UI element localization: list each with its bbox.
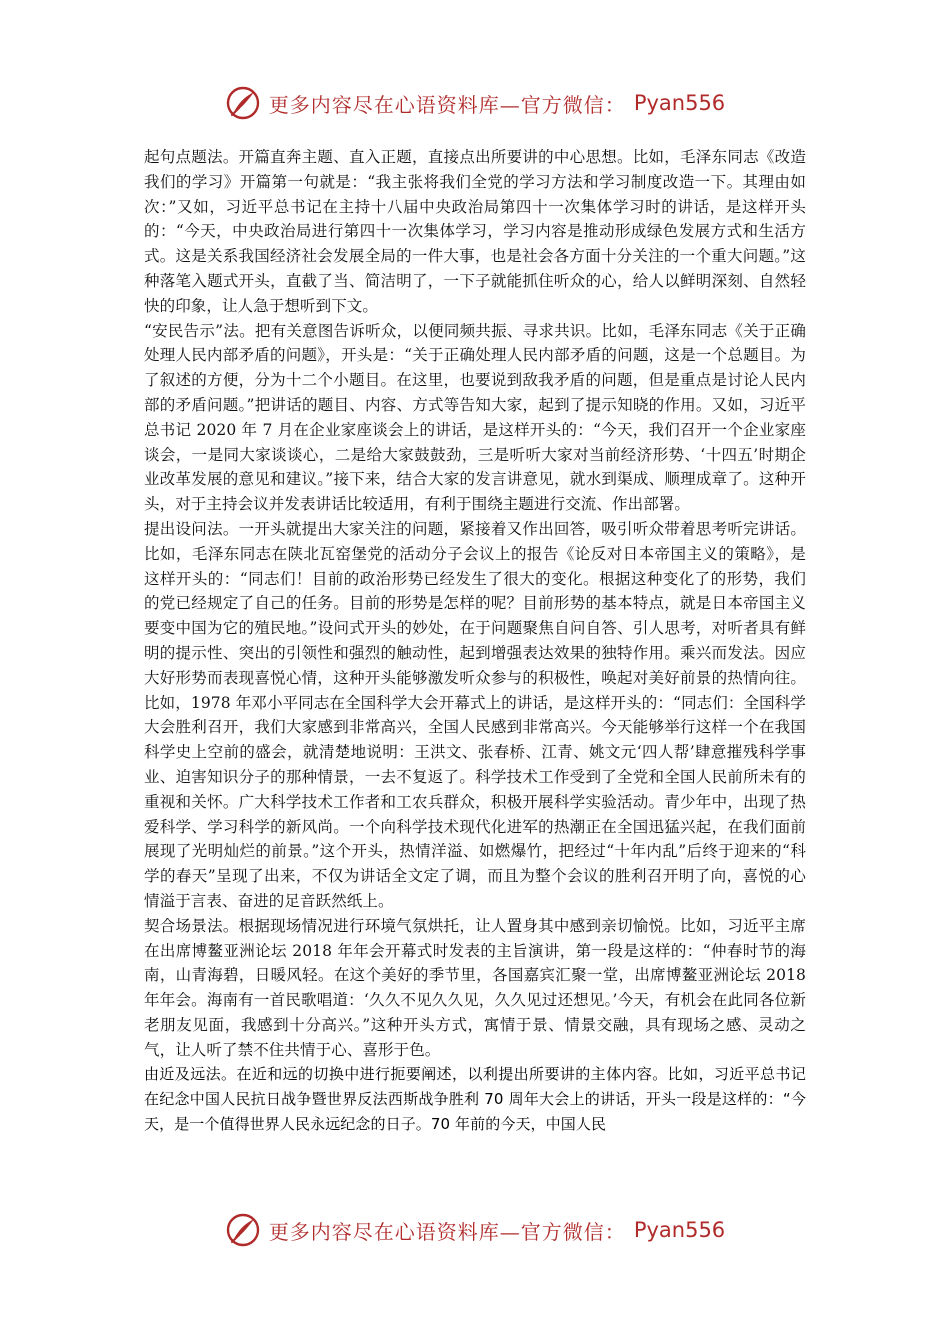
paragraph-scene: 契合场景法。根据现场情况进行环境气氛烘托，让人置身其中感到亲切愉悦。比如，习近平主席在出席博鳌亚洲论坛 2018 年年会开幕式时发表的主旨演讲，第一段是这样的：“仲春时节的海南，山青海碧，日暖风轻。在这个美好的季节里，各国嘉宾汇聚一堂，出席博鳌亚洲论坛 2018 年年会。海南有一首民歌唱道：‘久久不见久久见，久久见过还想见。’今天，有机会在此同各位新老朋友见面，我感到十分高兴。”这种开头方式，寓情于景、情景交融，具有现场之感、灵动之气，让人听了禁不住共情于心、喜形于色。 xyxy=(144,916,806,1059)
paragraph-rhetorical-question: 提出设问法。一开头就提出大家关注的问题，紧接着又作出回答，吸引听众带着思考听完讲话。比如，毛泽东同志在陕北瓦窑堡党的活动分子会议上的报告《论反对日本帝国主义的策略》，是这样开头的：“同志们！目前的政治形势已经发生了很大的变化。根据这种变化了的形势，我们的党已经规定了自己的任务。目前的形势是怎样的呢？目前形势的基本特点，就是日本帝国主义要变中国为它的殖民地。”设问式开头的妙处，在于问题聚焦自问自答、引人思考，对听者具有鲜明的提示性、突出的引领性和强烈的触动性，起到增强表达效果的独特作用。乘兴而发法。因应大好形势而表现喜悦心情，这种开头能够激发听众参与的积极性，唤起对美好前景的热情向往。比如，1978 年邓小平同志在全国科学大会开幕式上的讲话，是这样开头的：“同志们：全国科学大会胜利召开，我们大家感到非常高兴，全国人民感到非常高兴。今天能够举行这样一个在我国科学史上空前的盛会，就清楚地说明：王洪文、张春桥、江青、姚文元‘四人帮’肆意摧残科学事业、迫害知识分子的那种情景，一去不复返了。科学技术工作受到了全党和全国人民前所未有的重视和关怀。广大科学技术工作者和工农兵群众，积极开展科学实验活动。青少年中，出现了热爱科学、学习科学的新风尚。一个向科学技术现代化进军的热潮正在全国迅猛兴起，在我们面前展现了光明灿烂的前景。”这个开头，热情洋溢、如燃爆竹，把经过“十年内乱”后终于迎来的“科学的春天”呈现了出来，不仅为讲话全文定了调，而且为整个会议的胜利召开明了向，喜悦的心情溢于言表、奋进的足音跃然纸上。 xyxy=(144,519,806,910)
quill-logo-icon xyxy=(225,1212,261,1248)
footer-watermark xyxy=(0,1210,950,1250)
wechat-id: Pyan556 xyxy=(633,91,726,115)
paragraph-point-topic: 起句点题法。开篇直奔主题、直入正题，直接点出所要讲的中心思想。比如，毛泽东同志《改造我们的学习》开篇第一句就是：“我主张将我们全党的学习方法和学习制度改造一下。其理由如次：”又如，习近平总书记在主持十八届中央政治局第四十一次集体学习时的讲话，是这样开头的：“今天，中央政治局进行第四十一次集体学习，学习内容是推动形成绿色发展方式和生活方式。这是关系我国经济社会发展全局的一件大事，也是社会各方面十分关注的一个重大问题。”这种落笔入题式开头，直截了当、简洁明了，一下子就能抓住听众的心，给人以鲜明深刻、自然轻快的印象，让人急于想听到下文。 xyxy=(144,148,806,315)
header-watermark xyxy=(0,83,950,123)
paragraph-near-to-far: 由近及远法。在近和远的切换中进行扼要阐述，以利提出所要讲的主体内容。比如，习近平总书记在纪念中国人民抗日战争暨世界反法西斯战争胜利 70 周年大会上的讲话，开头一段是这样的：“今天，是一个值得世界人民永远纪念的日子。70 年前的今天，中国人民 xyxy=(144,1065,806,1134)
wechat-id: Pyan556 xyxy=(633,1218,726,1242)
watermark-text: 更多内容尽在心语资料库—官方微信： xyxy=(268,92,626,117)
document-body xyxy=(144,145,806,1137)
quill-logo-icon xyxy=(225,85,261,121)
paragraph-announcement: “安民告示”法。把有关意图告诉听众，以便同频共振、寻求共识。比如，毛泽东同志《关于正确处理人民内部矛盾的问题》，开头是：“关于正确处理人民内部矛盾的问题，这是一个总题目。为了叙述的方便，分为十二个小题目。在这里，也要说到敌我矛盾的问题，但是重点是讨论人民内部的矛盾问题。”把讲话的题目、内容、方式等告知大家，起到了提示知晓的作用。又如，习近平总书记 2020 年 7 月在企业家座谈会上的讲话，是这样开头的：“今天，我们召开一个企业家座谈会，一是同大家谈谈心，二是给大家鼓鼓劲，三是听听大家对当前经济形势、‘十四五’时期企业改革发展的意见和建议。”接下来，结合大家的发言讲意见，就水到渠成、顺理成章了。这种开头，对于主持会议并发表讲话比较适用，有利于围绕主题进行交流、作出部署。 xyxy=(144,321,806,514)
watermark-text: 更多内容尽在心语资料库—官方微信： xyxy=(268,1219,626,1244)
